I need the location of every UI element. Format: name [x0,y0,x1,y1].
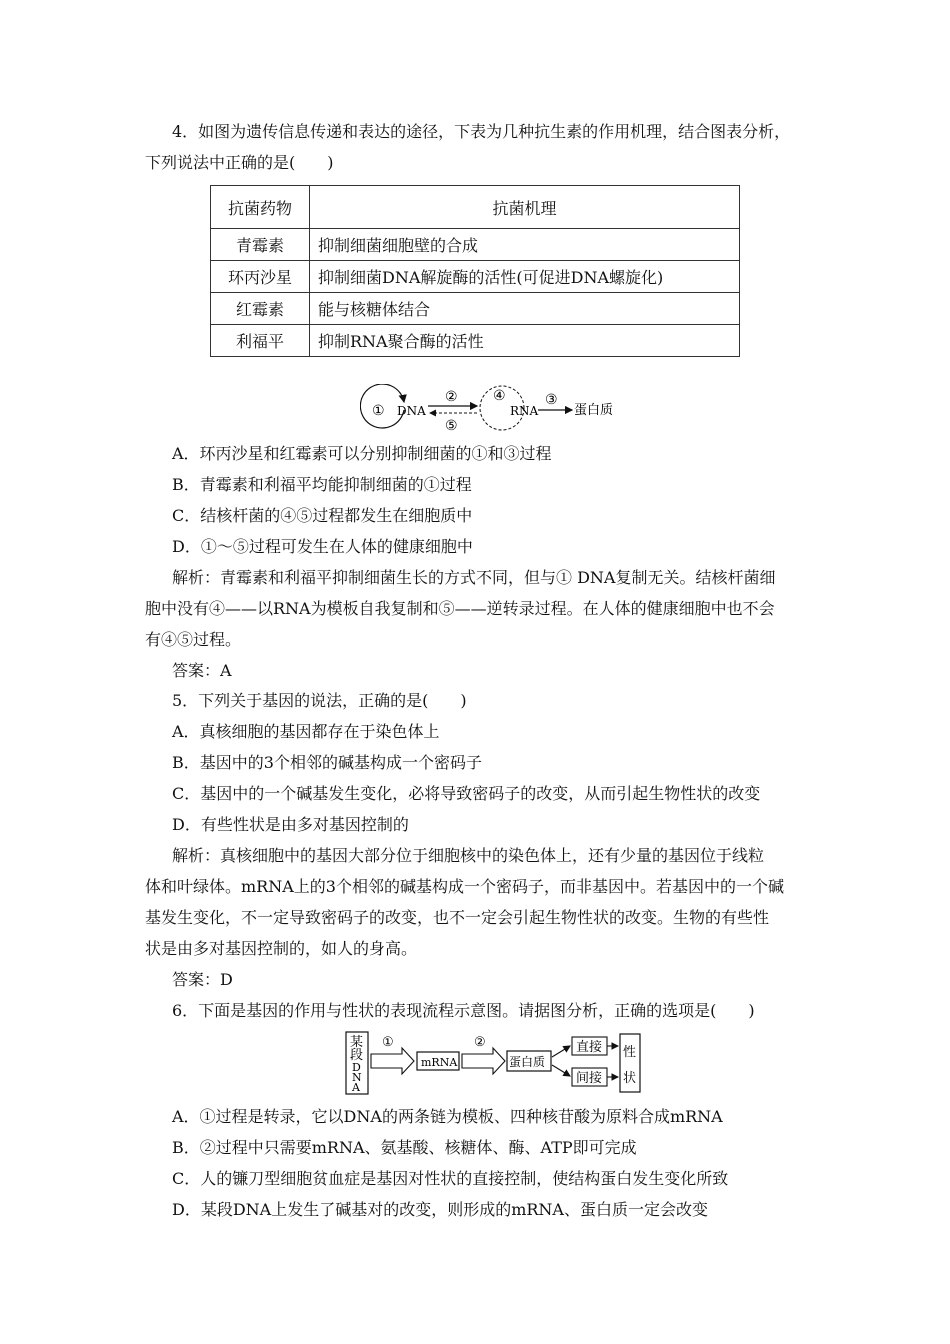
label-mrna: mRNA [421,1056,458,1069]
gene-trait-flow-diagram [340,1030,645,1098]
label-circle-5: ⑤ [445,418,458,434]
q5-analysis-line1: 解析：真核细胞中的基因大部分位于细胞核中的染色体上，还有少量的基因位于线粒 [172,846,765,865]
table-cell-drug: 利福平 [211,325,310,357]
q5-analysis-line3: 基发生变化，不一定导致密码子的改变，也不一定会引起生物性状的改变。生物的有些性 [145,908,770,927]
label-circle-3: ③ [545,392,558,408]
table-header-row [211,186,740,229]
label-circle-4: ④ [493,388,506,404]
label-protein: 蛋白质 [509,1055,546,1069]
block-arrow-2 [462,1048,505,1074]
q4-option-b: B．青霉素和利福平均能抑制细菌的①过程 [172,475,472,494]
q6-option-d: D．某段DNA上发生了碱基对的改变，则形成的mRNA、蛋白质一定会改变 [172,1200,708,1219]
label-indirect: 间接 [576,1071,603,1086]
q4-stem-line1: 4．如图为遗传信息传递和表达的途径，下表为几种抗生素的作用机理，结合图表分析， [172,122,791,141]
q4-analysis-line1: 解析：青霉素和利福平抑制细菌生长的方式不同，但与① DNA复制无关。结核杆菌细 [172,568,776,587]
table-row [211,261,740,293]
q4-analysis-line2: 胞中没有④——以RNA为模板自我复制和⑤——逆转录过程。在人体的健康细胞中也不会 [145,599,775,618]
table-cell-mechanism: 抑制RNA聚合酶的活性 [310,325,740,357]
q4-analysis-line3: 有④⑤过程。 [145,630,242,649]
q6-option-a: A．①过程是转录，它以DNA的两条链为模板、四种核苷酸为原料合成mRNA [172,1107,723,1126]
q6-option-b: B．②过程中只需要mRNA、氨基酸、核糖体、酶、ATP即可完成 [172,1138,637,1157]
dna-box-char: N [352,1071,362,1084]
q5-option-a: A．真核细胞的基因都存在于染色体上 [172,722,440,741]
q5-analysis-line2: 体和叶绿体。mRNA上的3个相邻的碱基构成一个密码子，而非基因中。若基因中的一个碱 [145,877,784,896]
dna-box-char: D [352,1061,361,1074]
table-row [211,229,740,261]
label-circle-1: ① [382,1035,394,1050]
table-cell-drug: 红霉素 [211,293,310,325]
q6-stem: 6．下面是基因的作用与性状的表现流程示意图。请据图分析，正确的选项是( ) [172,1001,755,1020]
q5-option-d: D．有些性状是由多对基因控制的 [172,815,409,834]
table-row [211,325,740,357]
trait-box-char: 状 [623,1071,637,1086]
q5-stem: 5．下列关于基因的说法，正确的是( ) [172,691,467,710]
table-cell-drug: 青霉素 [211,229,310,261]
table-header-drug: 抗菌药物 [211,186,310,229]
label-circle-2: ② [474,1035,486,1050]
label-direct: 直接 [576,1040,603,1055]
arrow-indirect [552,1065,570,1076]
q5-option-c: C．基因中的一个碱基发生变化，必将导致密码子的改变，从而引起生物性状的改变 [172,784,761,803]
label-protein: 蛋白质 [574,403,614,418]
label-rna: RNA [510,404,539,418]
q4-answer: 答案：A [172,661,232,680]
table-header-mechanism: 抗菌机理 [310,186,740,229]
antibiotic-table [210,185,740,357]
trait-box-char: 性 [623,1045,637,1060]
q5-answer: 答案：D [172,970,233,989]
q4-option-c: C．结核杆菌的④⑤过程都发生在细胞质中 [172,506,473,525]
q4-option-a: A．环丙沙星和红霉素可以分别抑制细菌的①和③过程 [172,444,552,463]
dna-box-char: 某 [350,1035,364,1050]
q6-option-c: C．人的镰刀型细胞贫血症是基因对性状的直接控制，使结构蛋白发生变化所致 [172,1169,729,1188]
label-dna: DNA [397,404,426,418]
block-arrow-1 [371,1048,414,1074]
table-cell-mechanism: 能与核糖体结合 [310,293,740,325]
label-circle-1: ① [372,403,385,419]
q5-option-b: B．基因中的3个相邻的碱基构成一个密码子 [172,753,482,772]
table-cell-drug: 环丙沙星 [211,261,310,293]
dna-box-char: A [352,1081,360,1094]
q4-option-d: D．①～⑤过程可发生在人体的健康细胞中 [172,537,473,556]
table-cell-mechanism: 抑制细菌DNA解旋酶的活性(可促进DNA螺旋化) [310,261,740,293]
arrow-direct [552,1046,570,1057]
q5-analysis-line4: 状是由多对基因控制的，如人的身高。 [145,939,418,958]
q4-stem-line2: 下列说法中正确的是( ) [145,153,334,172]
genetic-flow-diagram [360,384,620,440]
label-circle-2: ② [445,389,458,405]
table-cell-mechanism: 抑制细菌细胞壁的合成 [310,229,740,261]
dna-box-char: 段 [350,1048,364,1063]
table-row [211,293,740,325]
